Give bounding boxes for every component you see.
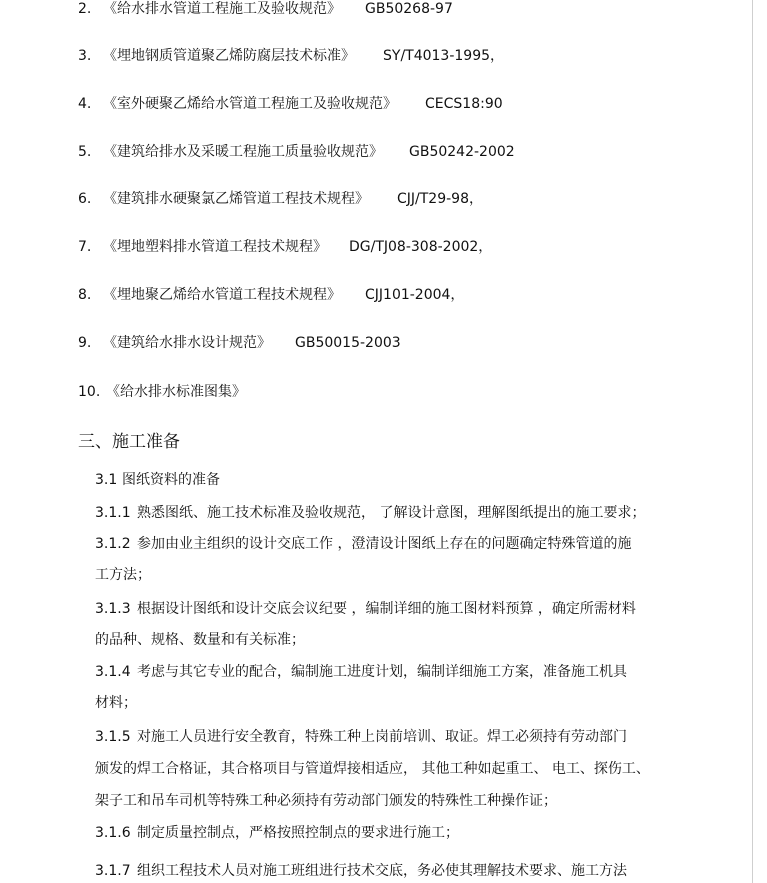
reference-code: CJJ/T29-98， — [397, 191, 483, 207]
list-item — [95, 663, 627, 681]
subsection-title — [95, 471, 220, 489]
list-item — [95, 728, 627, 746]
item-number: 3.1.7 — [95, 863, 131, 879]
item-number: 3.1.3 — [95, 601, 131, 617]
reference-title: 《给水排水标准图集》 — [106, 384, 246, 400]
item-number: 3.1.2 — [95, 536, 131, 552]
reference-number: 4. — [78, 96, 92, 112]
item-text: 熟悉图纸、施工技术标准及验收规范， 了解设计意图，理解图纸提出的施工要求； — [137, 505, 646, 521]
list-item — [95, 535, 631, 553]
reference-code: CECS18:90 — [425, 96, 503, 112]
page-edge-divider — [752, 0, 753, 883]
reference-item — [78, 0, 453, 18]
reference-item — [78, 95, 503, 113]
reference-title: 《室外硬聚乙烯给水管道工程施工及验收规范》 — [103, 96, 397, 112]
item-text: 组织工程技术人员对施工班组进行技术交底，务必使其理解技术要求、施工方法 — [137, 863, 627, 879]
item-text: 根据设计图纸和设计交底会议纪要 ，编制详细的施工图材料预算 ，确定所需材料 — [137, 601, 636, 617]
item-text-continuation: 工方法； — [95, 567, 151, 583]
item-text: 对施工人员进行安全教育，特殊工种上岗前培训、取证。焊工必须持有劳动部门 — [137, 729, 627, 745]
reference-item — [78, 383, 246, 401]
reference-title: 《建筑排水硬聚氯乙烯管道工程技术规程》 — [103, 191, 369, 207]
reference-code: GB50268-97 — [365, 1, 453, 17]
item-text-continuation: 的品种、规格、数量和有关标准； — [95, 632, 305, 648]
item-number: 3.1.4 — [95, 664, 131, 680]
reference-number: 6. — [78, 191, 92, 207]
reference-code: GB50242-2002 — [409, 144, 515, 160]
reference-number: 2. — [78, 1, 92, 17]
item-number: 3.1.6 — [95, 825, 131, 841]
reference-number: 5. — [78, 144, 92, 160]
reference-number: 8. — [78, 287, 92, 303]
reference-item — [78, 190, 483, 208]
list-item — [95, 504, 645, 522]
list-item — [95, 600, 636, 618]
item-number: 3.1.5 — [95, 729, 131, 745]
reference-item — [78, 143, 515, 161]
reference-code: GB50015-2003 — [295, 335, 401, 351]
item-text: 参加由业主组织的设计交底工作 ，澄清设计图纸上存在的问题确定特殊管道的施 — [137, 536, 632, 552]
reference-title: 《埋地聚乙烯给水管道工程技术规程》 — [103, 287, 341, 303]
reference-number: 7. — [78, 239, 92, 255]
item-text-continuation: 材料； — [95, 695, 137, 711]
reference-number: 3. — [78, 48, 92, 64]
reference-item — [78, 47, 504, 65]
reference-code: SY/T4013-1995， — [383, 48, 505, 64]
reference-number: 9. — [78, 335, 92, 351]
reference-code: DG/TJ08-308-2002， — [349, 239, 493, 255]
reference-title: 《建筑给排水及采暖工程施工质量验收规范》 — [103, 144, 383, 160]
item-text: 制定质量控制点，严格按照控制点的要求进行施工； — [137, 825, 459, 841]
reference-item — [78, 334, 401, 352]
list-item — [95, 862, 627, 880]
list-item — [95, 824, 459, 842]
item-text: 考虑与其它专业的配合，编制施工进度计划，编制详细施工方案，准备施工机具 — [137, 664, 627, 680]
reference-code: CJJ101-2004， — [365, 287, 465, 303]
reference-title: 《埋地钢质管道聚乙烯防腐层技术标准》 — [103, 48, 355, 64]
reference-title: 《埋地塑料排水管道工程技术规程》 — [103, 239, 327, 255]
item-text-continuation: 颁发的焊工合格证，其合格项目与管道焊接相适应， 其他工种如起重工、 电工、探伤工、 — [95, 761, 650, 777]
reference-title: 《给水排水管道工程施工及验收规范》 — [103, 1, 341, 17]
section-heading: 三、施工准备 — [78, 432, 180, 452]
reference-item — [78, 286, 464, 304]
item-text-continuation: 架子工和吊车司机等特殊工种必须持有劳动部门颁发的特殊性工种操作证； — [95, 793, 557, 809]
subsection-label: 图纸资料的准备 — [122, 472, 220, 488]
item-number: 3.1.1 — [95, 505, 131, 521]
reference-title: 《建筑给水排水设计规范》 — [103, 335, 271, 351]
subsection-number: 3.1 — [95, 472, 118, 488]
reference-number: 10. — [78, 384, 101, 400]
reference-item — [78, 238, 492, 256]
